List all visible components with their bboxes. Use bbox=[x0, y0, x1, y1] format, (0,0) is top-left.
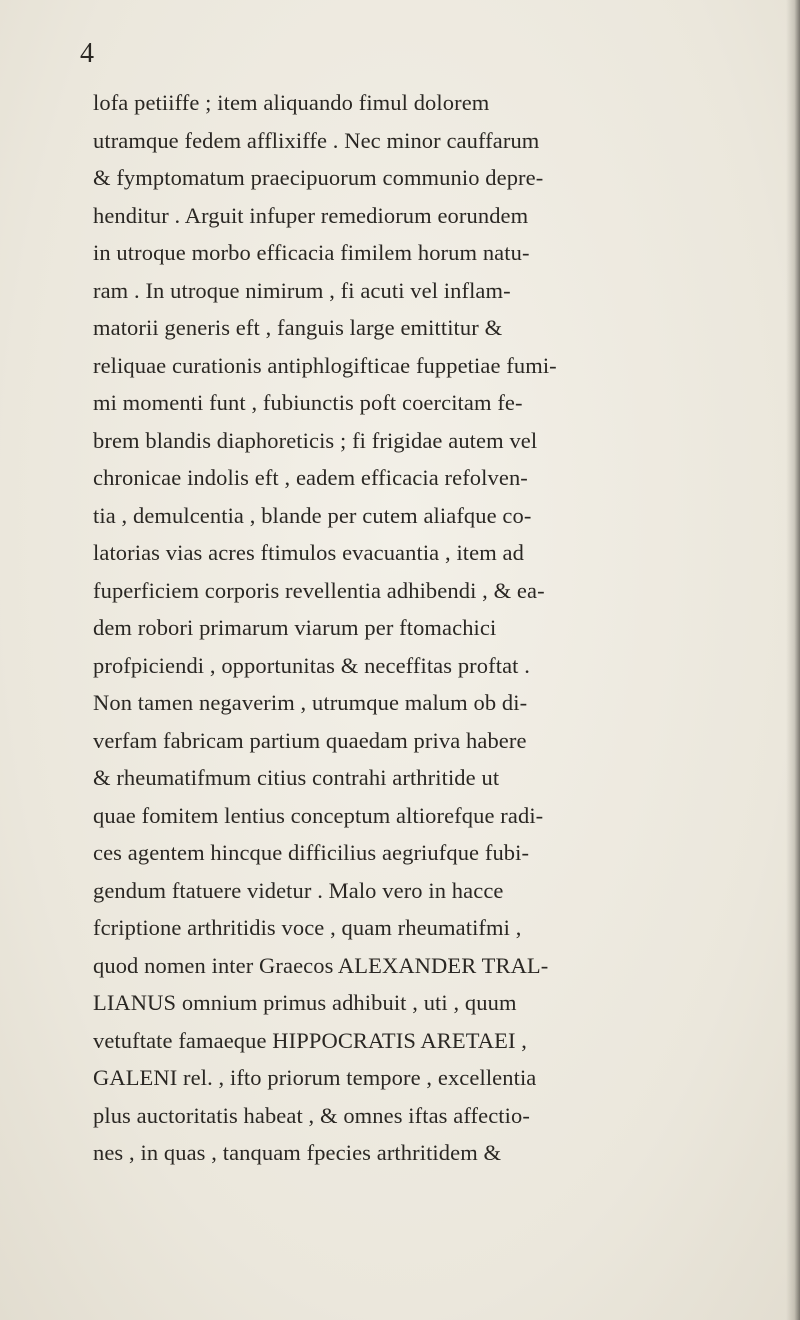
text-line: dem robori primarum viarum per ftomachici bbox=[93, 615, 497, 640]
text-line: reliquae curationis antiphlogifticae fuppetiae fumi- bbox=[93, 352, 557, 378]
text-line: & rheumatifmum citius contrahi arthritide ut bbox=[93, 765, 500, 790]
text-line: & fymptomatum praecipuorum communio depre- bbox=[93, 165, 544, 190]
text-line: in utroque morbo efficacia fimilem horum natu- bbox=[93, 240, 530, 265]
text-line: tia , demulcentia , blande per cutem aliafque co- bbox=[93, 502, 532, 528]
text-line: fuperficiem corporis revellentia adhibendi , & ea- bbox=[93, 577, 545, 603]
text-line: plus auctoritatis habeat , & omnes iftas affectio- bbox=[93, 1102, 530, 1128]
text-line: fcriptione arthritidis voce , quam rheumatifmi , bbox=[93, 915, 522, 940]
text-line: nes , in quas , tanquam fpecies arthritidem & bbox=[93, 1140, 502, 1165]
text-line: matorii generis eft , fanguis large emittitur & bbox=[93, 315, 503, 340]
text-line: chronicae indolis eft , eadem efficacia refolven- bbox=[93, 465, 528, 490]
body-text bbox=[93, 84, 800, 1172]
text-line: ces agentem hincque difficilius aegriufque fubi- bbox=[93, 840, 530, 865]
text-line: Non tamen negaverim , utrumque malum ob di- bbox=[93, 690, 528, 715]
text-line: gendum ftatuere videtur . Malo vero in hacce bbox=[93, 877, 504, 903]
page-number: 4 bbox=[80, 38, 94, 69]
text-line: verfam fabricam partium quaedam priva habere bbox=[93, 727, 527, 753]
text-line: mi momenti funt , fubiunctis poft coercitam fe- bbox=[93, 390, 523, 415]
text-line: GALENI rel. , ifto priorum tempore , excellentia bbox=[93, 1065, 537, 1090]
text-line: utramque fedem afflixiffe . Nec minor cauffarum bbox=[93, 127, 540, 153]
text-line: brem blandis diaphoreticis ; fi frigidae autem vel bbox=[93, 427, 538, 453]
text-line: profpiciendi , opportunitas & neceffitas proftat . bbox=[93, 652, 530, 678]
text-line: henditur . Arguit infuper remediorum eorundem bbox=[93, 202, 529, 228]
text-line: latorias vias acres ftimulos evacuantia , item ad bbox=[93, 540, 524, 565]
text-line: ram . In utroque nimirum , fi acuti vel inflam- bbox=[93, 277, 511, 303]
text-line: lofa petiiffe ; item aliquando fimul dolorem bbox=[93, 90, 490, 115]
text-line: quod nomen inter Graecos ALEXANDER TRAL- bbox=[93, 952, 549, 978]
text-line: vetuftate famaeque HIPPOCRATIS ARETAEI , bbox=[93, 1027, 527, 1053]
text-line: quae fomitem lentius conceptum altiorefque radi- bbox=[93, 802, 544, 828]
text-line: LIANUS omnium primus adhibuit , uti , quum bbox=[93, 990, 517, 1015]
